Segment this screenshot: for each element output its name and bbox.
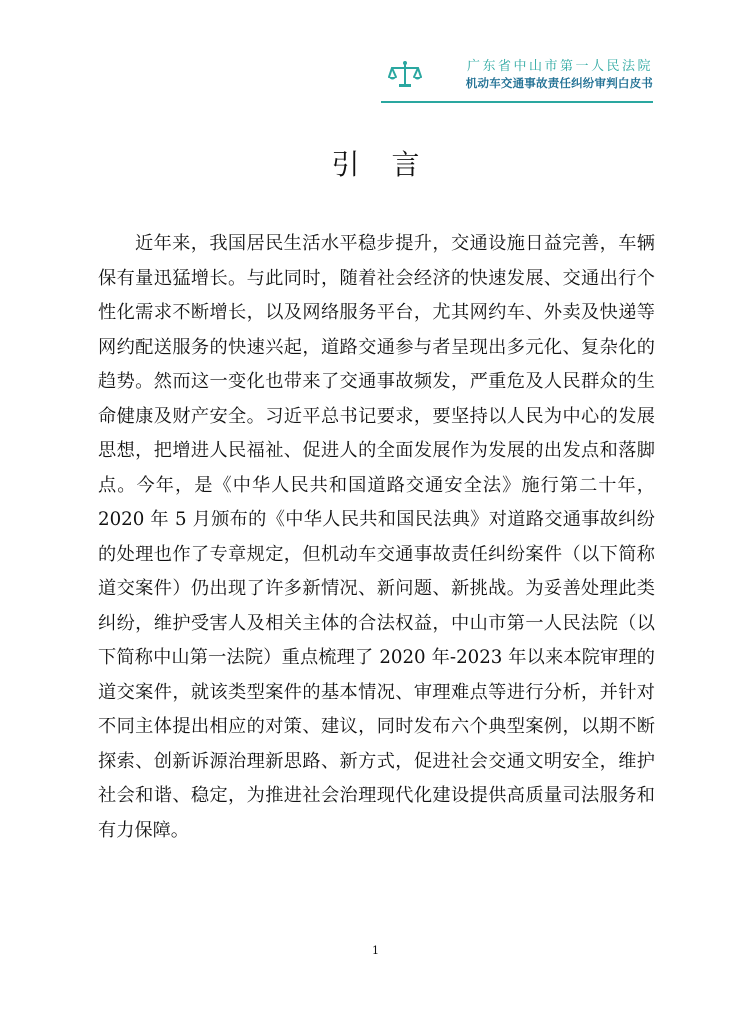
page-number: 1 xyxy=(372,944,379,957)
header-text xyxy=(437,58,653,91)
page-title: 引言 xyxy=(331,148,452,181)
header-divider xyxy=(381,101,653,103)
body-paragraph: 近年来，我国居民生活水平稳步提升，交通设施日益完善，车辆保有量迅猛增长。与此同时，随着社会经济的快速发展、交通出行个性化需求不断增长，以及网络服务平台，尤其网约车、外卖及快递等网约配送服务的快速兴起，道路交通参与者呈现出多元化、复杂化的趋势。然而这一变化也带来了交通事故频发，严重危及人民群众的生命健康及财产安全。习近平总书记要求，要坚持以人民为中心的发展思想，把增进人民福祉、促进人的全面发展作为发展的出发点和落脚点。今年，是《中华人民共和国道路交通安全法》施行第二十年，2020 年 5 月颁布的《中华人民共和国民法典》对道路交通事故纠纷的处理也作了专章规定，但机动车交通事故责任纠纷案件（以下简称道交案件）仍出现了许多新情况、新问题、新挑战。为妥善处理此类纠纷，维护受害人及相关主体的合法权益，中山市第一人民法院（以下简称中山第一法院）重点梳理了 2020 年-2023 年以来本院审理的道交案件，就该类型案件的基本情况、审理难点等进行分析，并针对不同主体提出相应的对策、建议，同时发布六个典型案例，以期不断探索、创新诉源治理新思路、新方式，促进社会交通文明安全，维护社会和谐、稳定，为推进社会治理现代化建设提供高质量司法服务和有力保障。 xyxy=(98,233,655,841)
document-name: 机动车交通事故责任纠纷审判白皮书 xyxy=(465,76,653,90)
court-name: 广东省中山市第一人民法院 xyxy=(466,59,653,74)
page-header xyxy=(381,58,653,102)
scales-of-justice-icon xyxy=(388,60,422,90)
